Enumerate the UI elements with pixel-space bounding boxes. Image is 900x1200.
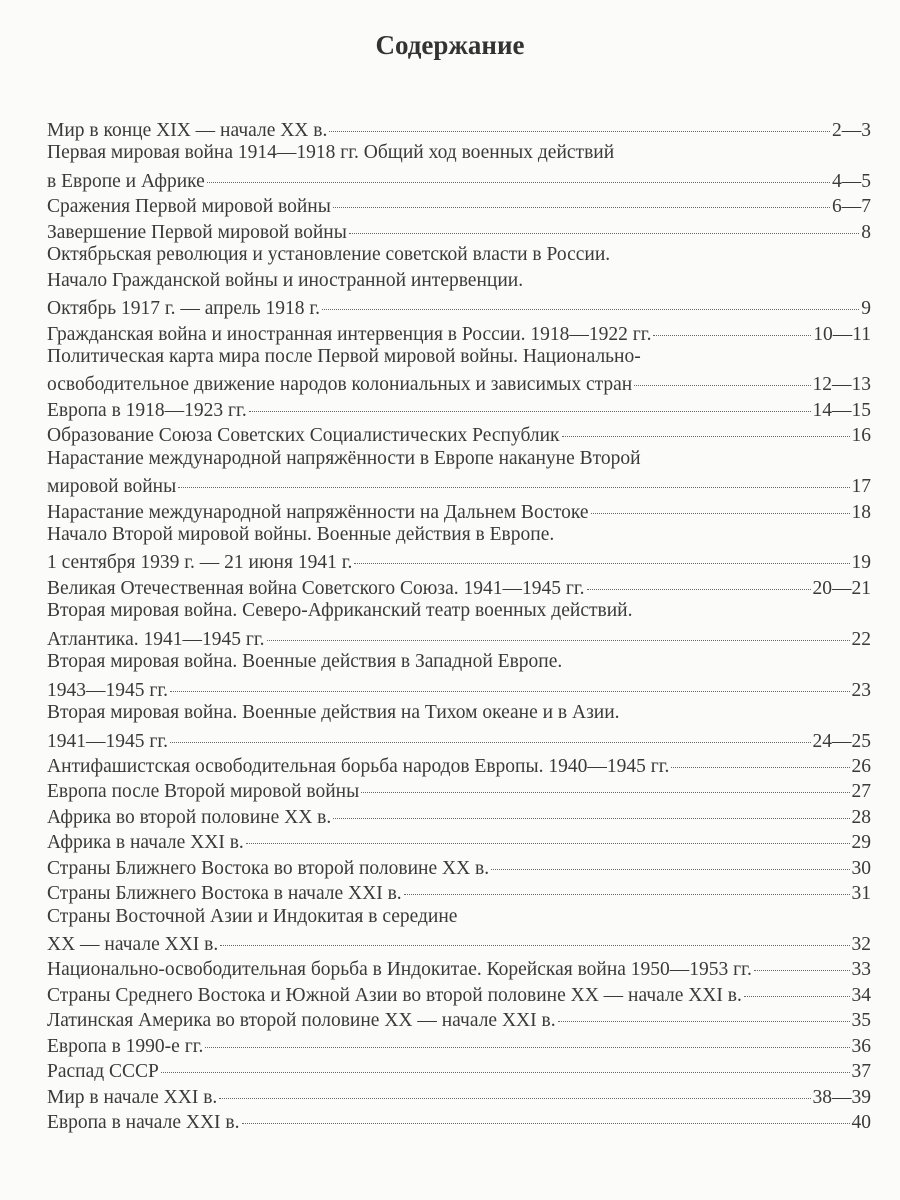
dot-leader: [205, 1027, 849, 1048]
dot-leader: [653, 315, 811, 336]
toc-page-number[interactable]: 30: [851, 857, 871, 879]
toc-entry-title: 1 сентября 1939 г. — 21 июня 1941 г.: [47, 552, 353, 574]
toc-page-number[interactable]: 36: [851, 1035, 871, 1057]
toc-page-number[interactable]: 27: [851, 781, 871, 803]
toc-entry-title: Великая Отечественная война Советского Союза. 1941—1945 гг.: [47, 577, 585, 599]
dot-leader: [329, 111, 830, 132]
dot-leader: [671, 747, 849, 768]
toc-entry-title: Африка во второй половине XX в.: [47, 806, 332, 828]
toc-entry-title: Завершение Первой мировой войны: [47, 221, 347, 243]
dot-leader: [220, 925, 849, 946]
toc-entry[interactable]: [47, 573, 871, 598]
toc-page-number[interactable]: 26: [851, 755, 871, 777]
toc-entry-title: Распад СССР: [47, 1061, 159, 1083]
toc-entry[interactable]: [47, 598, 871, 649]
dot-leader: [249, 391, 811, 412]
toc-page-number[interactable]: 31: [851, 883, 871, 905]
toc-page-number[interactable]: 9: [861, 298, 871, 320]
dot-leader: [207, 162, 830, 183]
toc-page-number[interactable]: 22: [851, 628, 871, 650]
toc-entry-line: [47, 319, 871, 344]
toc-entry-title: Гражданская война и иностранная интервенция в России. 1918—1922 гг.: [47, 323, 652, 345]
toc-entry-line: [47, 573, 871, 598]
toc-page-number[interactable]: 38—39: [812, 1086, 871, 1108]
toc-entry[interactable]: [47, 319, 871, 344]
toc-page-number[interactable]: 12—13: [812, 374, 871, 396]
dot-leader: [246, 823, 850, 844]
toc-entry-title: Латинская Америка во второй половине XX — начале XXI в.: [47, 1010, 556, 1032]
toc-entry[interactable]: [47, 446, 871, 497]
toc-entry-title: Страны Среднего Востока и Южной Азии во второй половине XX — начале XXI в.: [47, 984, 742, 1006]
toc-entry[interactable]: [47, 904, 871, 955]
dot-leader: [161, 1052, 850, 1073]
toc-entry-line: [47, 217, 871, 242]
toc-entry-title: Сражения Первой мировой войны: [47, 196, 331, 218]
toc-page-number[interactable]: 17: [851, 476, 871, 498]
toc-entry-title: Страны Ближнего Востока в начале XXI в.: [47, 883, 402, 905]
toc-entry-title: Октябрь 1917 г. — апрель 1918 г.: [47, 298, 321, 320]
dot-leader: [170, 671, 849, 692]
toc-entry-title: Европа в 1990-е гг.: [47, 1035, 204, 1057]
dot-leader: [754, 950, 850, 971]
dot-leader: [242, 1103, 850, 1124]
toc-entry-title: XX — начале XXI в.: [47, 934, 219, 955]
dot-leader: [562, 416, 850, 437]
toc-entry-title: Октябрьская революция и установление советской власти в России.: [47, 244, 611, 266]
toc-entry-title: Европа после Второй мировой войны: [47, 781, 360, 803]
toc-page-number[interactable]: 28: [851, 806, 871, 828]
toc-page-number[interactable]: 18: [851, 501, 871, 523]
toc-page-number[interactable]: 20—21: [812, 577, 871, 599]
toc-entry-title: Мир в конце XIX — начале XX в.: [47, 120, 328, 141]
toc-entry-title: 1941—1945 гг.: [47, 730, 169, 752]
toc-entry-line: [47, 420, 871, 445]
dot-leader: [354, 543, 849, 564]
toc-entry-title: Вторая мировая война. Военные действия в Западной Европе.: [47, 651, 563, 673]
toc-entry-title: 1943—1945 гг.: [47, 679, 169, 701]
toc-entry-line: [47, 242, 871, 267]
toc-entry-title: освободительное движение народов колониальных и зависимых стран: [47, 374, 633, 396]
toc-entry-title: Европа в начале XXI в.: [47, 1112, 240, 1134]
toc-entry[interactable]: [47, 344, 871, 395]
toc-entry-title: в Европе и Африке: [47, 170, 205, 192]
dot-leader: [587, 569, 811, 590]
toc-page-number[interactable]: 2—3: [832, 120, 871, 141]
toc-entry[interactable]: [47, 242, 871, 318]
toc-entry[interactable]: [47, 420, 871, 445]
dot-leader: [349, 213, 859, 234]
dot-leader: [333, 187, 830, 208]
dot-leader: [170, 722, 810, 743]
toc-entry-line: [47, 1107, 871, 1132]
page-title: Содержание: [375, 30, 525, 60]
toc-entry-title: Страны Ближнего Востока во второй половине XX в.: [47, 857, 490, 879]
toc-page-number[interactable]: 29: [851, 832, 871, 854]
dot-leader: [591, 493, 850, 514]
toc-page-number[interactable]: 8: [861, 221, 871, 243]
toc-entry-title: Политическая карта мира после Первой мировой войны. Национально-: [47, 345, 641, 367]
toc-entry-title: Начало Второй мировой войны. Военные действия в Европе.: [47, 524, 555, 545]
toc-entry-title: Первая мировая война 1914—1918 гг. Общий ход военных действий: [47, 142, 615, 164]
toc-entry[interactable]: [47, 497, 871, 522]
toc-page-number[interactable]: 23: [851, 679, 871, 701]
toc-page-number[interactable]: 35: [851, 1010, 871, 1032]
toc-entry[interactable]: [47, 649, 871, 700]
dot-leader: [634, 365, 810, 386]
toc-entry[interactable]: [47, 115, 871, 140]
toc-page-number[interactable]: 32: [851, 934, 871, 955]
toc-entry-title: мировой войны: [47, 476, 177, 498]
toc-entry-title: Страны Восточной Азии и Индокитая в середине: [47, 905, 458, 927]
toc-page-number[interactable]: 6—7: [832, 196, 871, 218]
toc-entry-line: [47, 624, 871, 649]
dot-leader: [558, 1001, 850, 1022]
toc-page-number[interactable]: 34: [851, 984, 871, 1006]
toc-entry-line: [47, 878, 871, 903]
toc-entry-title: Нарастание международной напряжённости в Европе накануне Второй: [47, 447, 641, 469]
toc-page-number[interactable]: 19: [851, 552, 871, 574]
toc-entry-title: Атлантика. 1941—1945 гг.: [47, 628, 265, 650]
toc-entry-title: Антифашистская освободительная борьба народов Европы. 1940—1945 гг.: [47, 755, 670, 777]
toc-entry-title: Начало Гражданской войны и иностранной интервенции.: [47, 269, 524, 291]
dot-leader: [744, 976, 850, 997]
toc-entry-title: Национально-освободительная борьба в Индокитае. Корейская война 1950—1953 гг.: [47, 959, 752, 981]
toc-entry-line: [47, 929, 871, 954]
dot-leader: [178, 467, 849, 488]
toc-entry[interactable]: [47, 878, 871, 903]
toc-entry-line: [47, 497, 871, 522]
toc-page-number[interactable]: 37: [851, 1061, 871, 1083]
dot-leader: [491, 849, 849, 870]
toc-page-number[interactable]: 40: [851, 1112, 871, 1134]
toc-page-number[interactable]: 14—15: [812, 399, 871, 421]
dot-leader: [267, 620, 850, 641]
toc-entry-line: [47, 675, 871, 700]
toc-page-number[interactable]: 10—11: [813, 323, 871, 345]
table-of-contents: [47, 115, 871, 1133]
toc-page-number[interactable]: 33: [851, 959, 871, 981]
toc-page-number[interactable]: 16: [851, 425, 871, 447]
toc-entry-title: Вторая мировая война. Военные действия на Тихом океане и в Азии.: [47, 702, 620, 724]
dot-leader: [322, 289, 859, 310]
toc-entry[interactable]: [47, 1107, 871, 1132]
toc-page-number[interactable]: 24—25: [812, 730, 871, 752]
toc-entry[interactable]: [47, 217, 871, 242]
toc-entry-title: Африка в начале XXI в.: [47, 832, 244, 854]
toc-entry[interactable]: [47, 522, 871, 573]
toc-entry-title: Образование Союза Советских Социалистических Республик: [47, 425, 560, 447]
toc-entry-title: Нарастание международной напряжённости на Дальнем Востоке: [47, 501, 589, 523]
toc-entry-title: Европа в 1918—1923 гг.: [47, 399, 247, 421]
toc-entry-title: Вторая мировая война. Северо-Африканский театр военных действий.: [47, 600, 633, 622]
toc-page-number[interactable]: 4—5: [832, 170, 871, 192]
toc-entry[interactable]: [47, 140, 871, 191]
dot-leader: [361, 772, 849, 793]
toc-entry-title: Мир в начале XXI в.: [47, 1086, 218, 1108]
toc-entry-line: [47, 115, 871, 140]
dot-leader: [404, 874, 850, 895]
dot-leader: [219, 1078, 810, 1099]
toc-entry[interactable]: [47, 700, 871, 751]
dot-leader: [333, 798, 849, 819]
